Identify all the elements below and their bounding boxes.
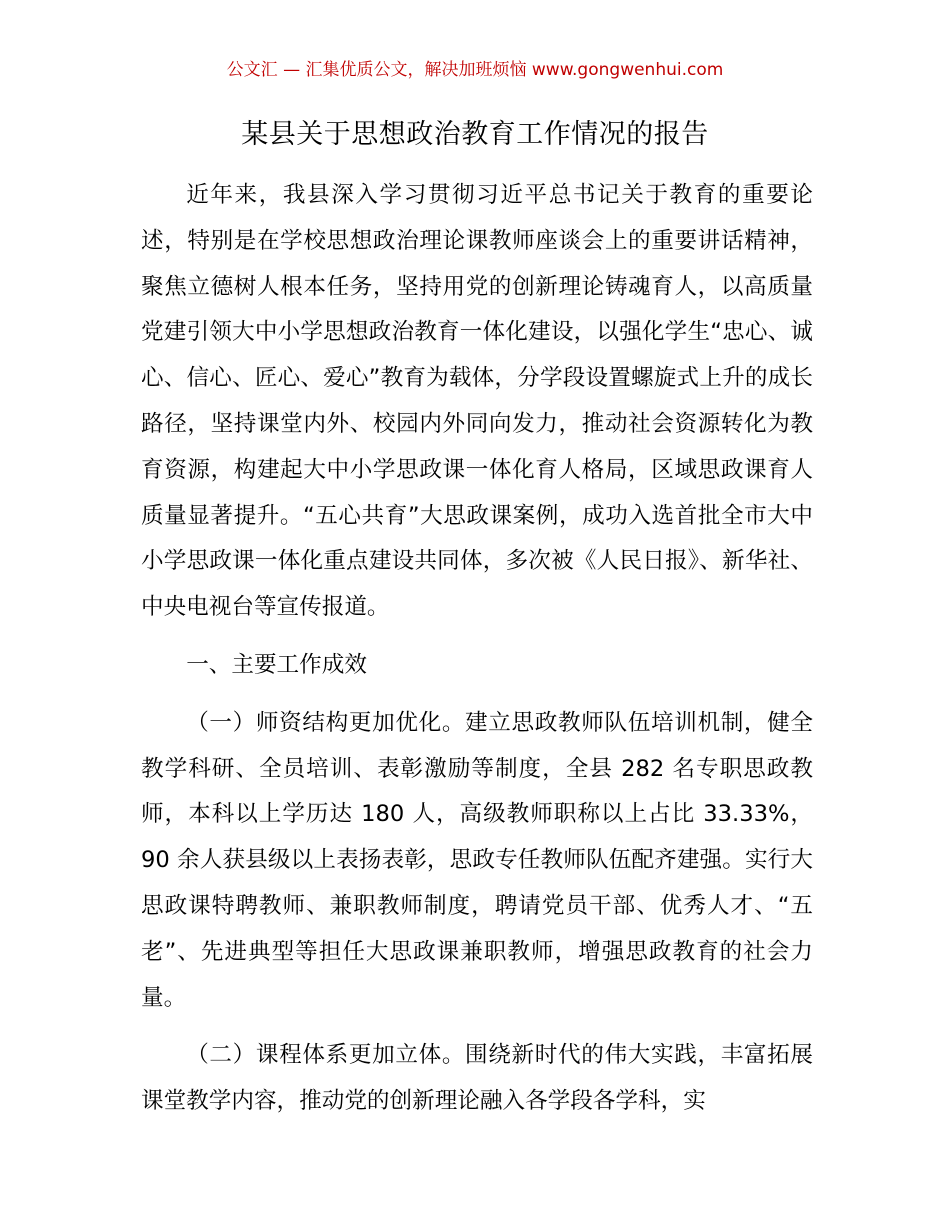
intro-paragraph: 近年来，我县深入学习贯彻习近平总书记关于教育的重要论述，特别是在学校思想政治理论课教师座谈会上的重要讲话精神，聚焦立德树人根本任务，坚持用党的创新理论铸魂育人，以高质量党建引领大中小学思想政治教育一体化建设，以强化学生“忠心、诚心、信心、匠心、爱心”教育为载体，分学段设置螺旋式上升的成长路径，坚持课堂内外、校园内外同向发力，推动社会资源转化为教育资源，构建起大中小学思政课一体化育人格局，区域思政课育人质量显著提升。“五心共育”大思政课案例，成功入选首批全市大中小学思政课一体化重点建设共同体，多次被《人民日报》、新华社、中央电视台等宣传报道。 <box>141 182 813 621</box>
document-body <box>141 173 813 1125</box>
body-paragraph: （二）课程体系更加立体。围绕新时代的伟大实践，丰富拓展课堂教学内容，推动党的创新理论融入各学段各学科，实 <box>141 1042 813 1115</box>
section-heading: 一、主要工作成效 <box>186 651 367 678</box>
body-paragraph: （一）师资结构更加优化。建立思政教师队伍培训机制，健全教学科研、全员培训、表彰激励等制度，全县 282 名专职思政教师，本科以上学历达 180 人，高级教师职称以上占比 33.33%，90 余人获县级以上表扬表彰，思政专任教师队伍配齐建强。实行大思政课特聘教师、兼职教师制度，聘请党员干部、优秀人才、“五老”、先进典型等担任大思政课兼职教师，增强思政教育的社会力量。 <box>141 709 813 1011</box>
site-banner: 公文汇 — 汇集优质公文，解决加班烦恼 www.gongwenhui.com <box>226 60 724 80</box>
document-title: 某县关于思想政治教育工作情况的报告 <box>241 119 709 150</box>
